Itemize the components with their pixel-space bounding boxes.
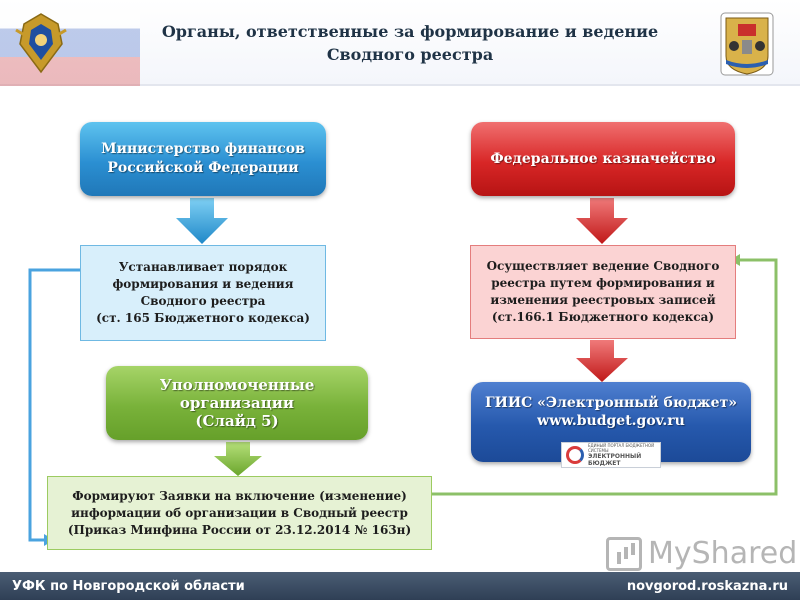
minfin-role-box bbox=[80, 245, 326, 341]
logo-main-text: ЭЛЕКТРОННЫЙ БЮДЖЕТ bbox=[588, 453, 642, 467]
title-line: Органы, ответственные за формирование и ведение bbox=[161, 22, 659, 41]
role-text: Устанавливает порядок bbox=[118, 260, 288, 274]
footer-organization: УФК по Новгородской области bbox=[12, 579, 245, 594]
role-text: изменения реестровых записей bbox=[490, 293, 716, 307]
organizations-node bbox=[106, 366, 368, 440]
myshared-watermark bbox=[606, 536, 797, 571]
presentation-chart-icon bbox=[606, 537, 642, 571]
node-label: Федеральное казначейство bbox=[490, 151, 716, 167]
node-label: Уполномоченные bbox=[159, 376, 315, 394]
role-text: Осуществляет ведение Сводного bbox=[486, 259, 720, 273]
slide-reference: (Слайд 5) bbox=[195, 412, 279, 430]
role-text: Формируют Заявки на включение (изменение) bbox=[72, 488, 407, 503]
role-text: реестра путем формирования и bbox=[491, 276, 715, 290]
budget-url: www.budget.gov.ru bbox=[537, 413, 685, 429]
watermark-text: MyShared bbox=[648, 536, 798, 571]
budget-logo-icon bbox=[566, 446, 584, 464]
role-text: (Приказ Минфина России от 23.12.2014 № 163н) bbox=[67, 522, 412, 537]
title-line: Сводного реестра bbox=[326, 45, 494, 64]
node-label: Российской Федерации bbox=[107, 160, 299, 176]
electronic-budget-logo bbox=[561, 442, 661, 468]
giis-node bbox=[471, 382, 751, 467]
role-text: (ст. 165 Бюджетного кодекса) bbox=[96, 311, 310, 325]
slide-footer bbox=[0, 572, 800, 600]
requests-box bbox=[47, 476, 432, 550]
kazna-role-box bbox=[470, 245, 736, 339]
down-arrow-icon bbox=[576, 198, 628, 244]
role-text: информации об организации в Сводный реестр bbox=[71, 505, 408, 520]
role-text: формирования и ведения bbox=[112, 277, 294, 291]
down-arrow-icon bbox=[176, 198, 228, 244]
role-text: (ст.166.1 Бюджетного кодекса) bbox=[491, 310, 715, 324]
role-text: Сводного реестра bbox=[140, 294, 266, 308]
node-label: ГИИС «Электронный бюджет» bbox=[485, 395, 737, 411]
kazna-node bbox=[471, 122, 735, 196]
footer-website-link[interactable]: novgorod.roskazna.ru bbox=[626, 579, 788, 594]
node-label: организации bbox=[179, 394, 295, 412]
node-label: Министерство финансов bbox=[101, 141, 305, 157]
minfin-node bbox=[80, 122, 326, 196]
down-arrow-icon bbox=[214, 442, 262, 476]
down-arrow-icon bbox=[576, 340, 628, 382]
logo-small-text: ЕДИНЫЙ ПОРТАЛ БЮДЖЕТНОЙ СИСТЕМЫ bbox=[588, 443, 655, 453]
